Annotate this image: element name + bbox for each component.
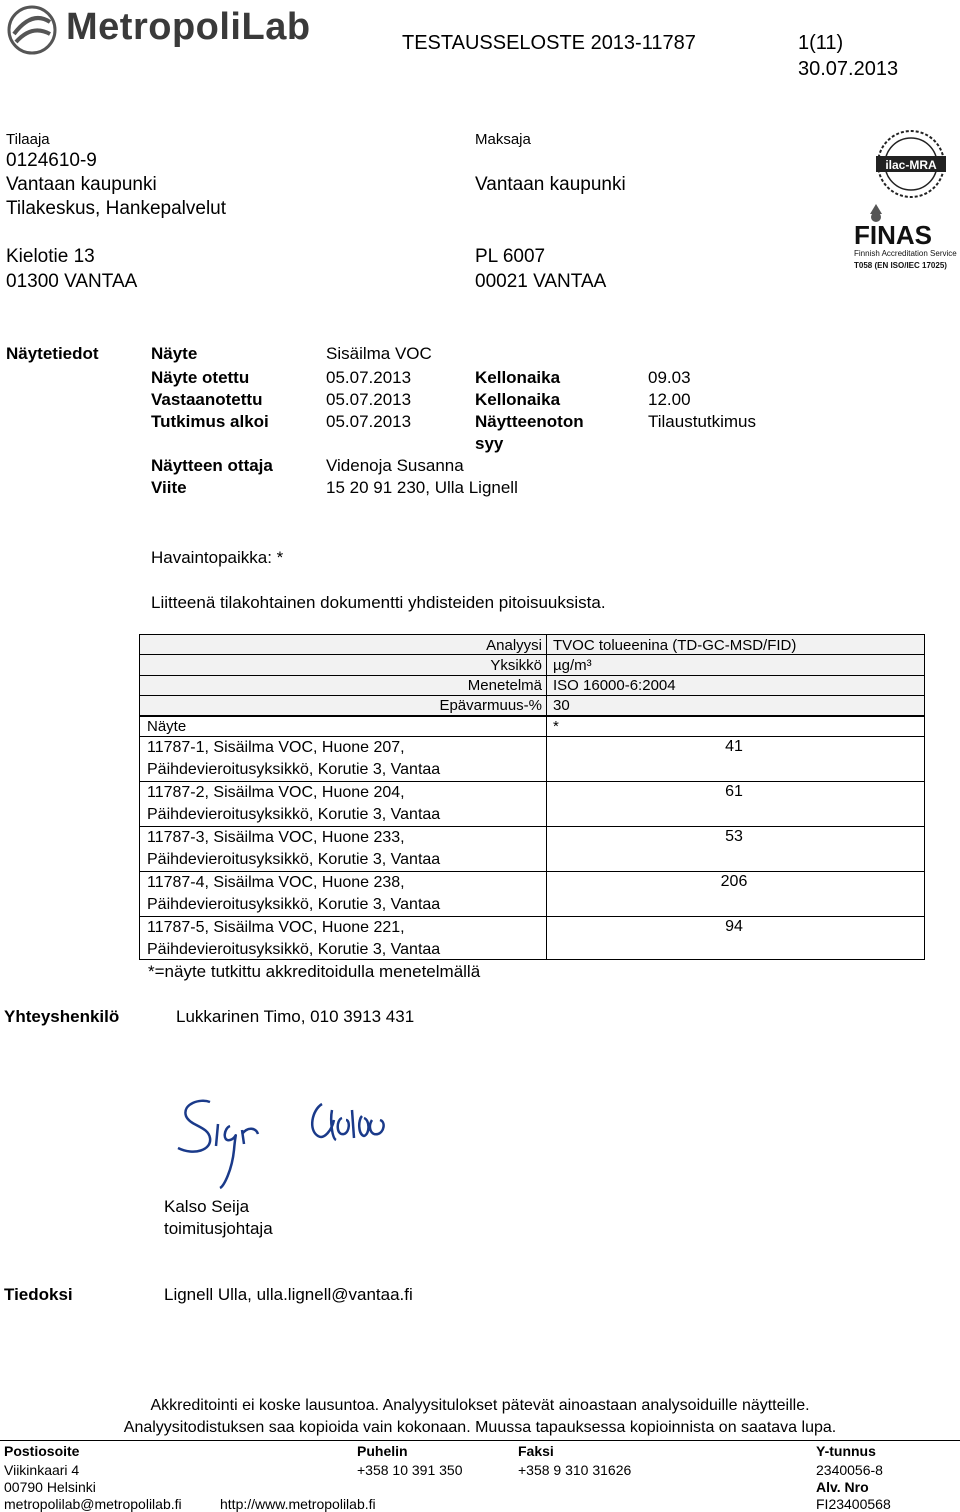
- started-label: Tutkimus alkoi: [151, 412, 269, 431]
- cc-value: Lignell Ulla, ulla.lignell@vantaa.fi: [164, 1285, 413, 1304]
- payer-street: PL 6007: [475, 246, 546, 267]
- signer-name: Kalso Seija: [164, 1197, 250, 1216]
- received-time-label: Kellonaika: [475, 390, 561, 409]
- footer-fax-label: Faksi: [518, 1443, 554, 1459]
- svg-text:T058 (EN ISO/IEC 17025): T058 (EN ISO/IEC 17025): [854, 261, 947, 270]
- svg-text:FINAS: FINAS: [854, 220, 932, 250]
- orderer-postal: 01300 VANTAA: [6, 271, 138, 292]
- contact-label: Yhteyshenkilö: [4, 1007, 120, 1026]
- row-sample-line2: Päihdevieroitusyksikkö, Korutie 3, Vantaa: [147, 806, 441, 823]
- report-date: 30.07.2013: [798, 58, 899, 80]
- method-label: Menetelmä: [467, 677, 542, 694]
- reason-label: Näytteenoton: [475, 412, 584, 431]
- orderer-id: 0124610-9: [6, 150, 97, 171]
- row-sample-line1: 11787-1, Sisäilma VOC, Huone 207,: [147, 739, 405, 756]
- taker-label: Näytteen ottaja: [151, 456, 273, 475]
- svg-text:ilac-MRA: ilac-MRA: [885, 158, 937, 172]
- observation-place: Havaintopaikka: *: [151, 548, 284, 567]
- sample-info-section-label: Näytetiedot: [6, 344, 99, 363]
- row-sample-line2: Päihdevieroitusyksikkö, Korutie 3, Vantaa: [147, 851, 441, 868]
- footer-postal-street: Viikinkaari 4: [4, 1462, 80, 1478]
- unit-value: µg/m³: [553, 657, 592, 674]
- received-label: Vastaanotettu: [151, 390, 263, 409]
- accredited-mark: *: [553, 718, 559, 735]
- received-date: 05.07.2013: [326, 390, 412, 409]
- footer-email[interactable]: metropolilab@metropolilab.fi: [4, 1496, 182, 1512]
- results-divider: [139, 695, 925, 696]
- reason-value: Tilaustutkimus: [648, 412, 757, 431]
- orderer-label: Tilaaja: [6, 131, 50, 148]
- orderer-name: Vantaan kaupunki: [6, 174, 157, 195]
- metropolilab-globe-icon: [6, 4, 58, 56]
- payer-name: Vantaan kaupunki: [475, 174, 626, 195]
- footer-fax: +358 9 310 31626: [518, 1462, 632, 1478]
- payer-label: Maksaja: [475, 131, 531, 148]
- ilac-mra-logo: [866, 128, 956, 200]
- payer-postal: 00021 VANTAA: [475, 271, 607, 292]
- started-date: 05.07.2013: [326, 412, 412, 431]
- svg-text:Finnish Accreditation Service: Finnish Accreditation Service: [854, 249, 957, 258]
- reference-label: Viite: [151, 478, 187, 497]
- logo-wordmark: MetropoliLab: [66, 6, 311, 48]
- footer-postal-label: Postiosoite: [4, 1443, 80, 1459]
- page-number: 1(11): [798, 32, 844, 54]
- uncertainty-label: Epävarmuus-%: [439, 697, 542, 714]
- footer-alv-label: Alv. Nro: [816, 1479, 869, 1495]
- analysis-label: Analyysi: [486, 637, 542, 654]
- footer-postal-city: 00790 Helsinki: [4, 1479, 96, 1495]
- row-sample-line1: 11787-4, Sisäilma VOC, Huone 238,: [147, 874, 405, 891]
- finas-crown-icon: [852, 202, 958, 272]
- footer-disclaimer-1: Akkreditointi ei koske lausuntoa. Analyysitulokset pätevät ainoastaan analysoiduille näytteille.: [150, 1397, 810, 1414]
- contact-value: Lukkarinen Timo, 010 3913 431: [176, 1007, 415, 1026]
- taken-date: 05.07.2013: [326, 368, 412, 387]
- row-value: 53: [725, 828, 743, 845]
- analysis-value: TVOC tolueenina (TD-GC-MSD/FID): [553, 637, 797, 654]
- row-sample-line2: Päihdevieroitusyksikkö, Korutie 3, Vantaa: [147, 896, 441, 913]
- row-sample-line1: 11787-5, Sisäilma VOC, Huone 221,: [147, 919, 405, 936]
- handwritten-signature: [172, 1090, 422, 1190]
- cc-label: Tiedoksi: [4, 1285, 73, 1304]
- taken-time: 09.03: [648, 368, 691, 387]
- row-sample-line2: Päihdevieroitusyksikkö, Korutie 3, Vantaa: [147, 761, 441, 778]
- row-value: 61: [725, 783, 743, 800]
- reason-label-cont: syy: [475, 434, 504, 453]
- uncertainty-value: 30: [553, 697, 570, 714]
- unit-label: Yksikkö: [490, 657, 542, 674]
- finas-logo: [852, 202, 958, 272]
- taken-label: Näyte otettu: [151, 368, 250, 387]
- footer-phone: +358 10 391 350: [357, 1462, 463, 1478]
- orderer-unit: Tilakeskus, Hankepalvelut: [6, 198, 227, 219]
- sample-column-label: Näyte: [147, 718, 187, 735]
- row-sample-line2: Päihdevieroitusyksikkö, Korutie 3, Vantaa: [147, 941, 441, 958]
- row-sample-line1: 11787-3, Sisäilma VOC, Huone 233,: [147, 829, 405, 846]
- sample-value: Sisäilma VOC: [326, 344, 432, 363]
- sample-label: Näyte: [151, 344, 198, 363]
- taker-value: Videnoja Susanna: [326, 456, 464, 475]
- row-sample-line1: 11787-2, Sisäilma VOC, Huone 204,: [147, 784, 405, 801]
- taken-time-label: Kellonaika: [475, 368, 561, 387]
- orderer-street: Kielotie 13: [6, 246, 95, 267]
- results-divider: [139, 675, 925, 676]
- footer-disclaimer-2: Analyysitodistuksen saa kopioida vain kokonaan. Muussa tapauksessa kopioinnista on saatava lupa.: [123, 1419, 837, 1436]
- results-divider: [139, 654, 925, 655]
- footer-ytunnus: 2340056-8: [816, 1462, 883, 1478]
- footer-web[interactable]: http://www.metropolilab.fi: [220, 1496, 376, 1512]
- received-time: 12.00: [648, 390, 691, 409]
- row-value: 41: [725, 738, 743, 755]
- footer-ytunnus-label: Y-tunnus: [816, 1443, 876, 1459]
- ilac-globe-icon: [866, 128, 956, 200]
- report-title: TESTAUSSELOSTE 2013-11787: [402, 32, 696, 54]
- method-value: ISO 16000-6:2004: [553, 677, 676, 694]
- row-value: 206: [720, 873, 748, 890]
- results-footnote: *=näyte tutkittu akkreditoidulla menetelmällä: [148, 962, 481, 981]
- signer-title: toimitusjohtaja: [164, 1219, 273, 1238]
- results-column-divider: [546, 634, 547, 960]
- results-divider: [139, 716, 925, 717]
- row-value: 94: [725, 918, 743, 935]
- results-table: [139, 634, 925, 960]
- footer-alv: FI23400568: [816, 1496, 891, 1512]
- metropolilab-logo: [6, 4, 311, 54]
- observation-note: Liitteenä tilakohtainen dokumentti yhdisteiden pitoisuuksista.: [151, 593, 606, 612]
- reference-value: 15 20 91 230, Ulla Lignell: [326, 478, 518, 497]
- footer-divider: [0, 1440, 960, 1441]
- footer-phone-label: Puhelin: [357, 1443, 408, 1459]
